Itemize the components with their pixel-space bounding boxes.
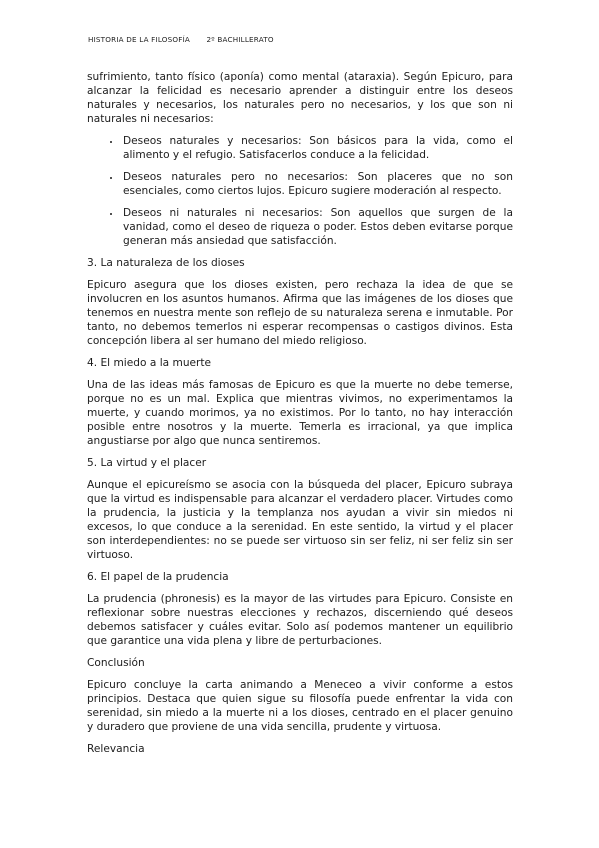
section-body-conclusion: Epicuro concluye la carta animando a Meneceo a vivir conforme a estos principios. Destaca que quien sigue su filosofía puede enfrentar la vida con serenidad, sin miedo a la muerte ni a los dioses, centrado en el placer genuino y duradero que proviene de una vida sencilla, prudente y virtuosa. <box>87 679 513 733</box>
section-body-prudence: La prudencia (phronesis) es la mayor de las virtudes para Epicuro. Consiste en reflexionar sobre nuestras elecciones y rechazos, discerniendo qué deseos debemos satisfacer y cuáles evitar. Solo así podemos mantener un equilibrio que garantice una vida plena y libre de perturbaciones. <box>87 593 513 647</box>
section-body-death: Una de las ideas más famosas de Epicuro es que la muerte no debe temerse, porque no es un mal. Explica que mientras vivimos, no experimentamos la muerte, y cuando morimos, ya no existimos. Por lo tanto, no hay interacción posible entre nosotros y la muerte. Temerla es irracional, ya que implica angustiarse por algo que nunca sentiremos. <box>87 379 513 447</box>
document-body <box>87 70 513 764</box>
list-item: • Deseos naturales pero no necesarios: Son placeres que no son esenciales, como ciertos lujos. Epicuro sugiere moderación al respecto. <box>121 170 513 198</box>
section-heading-virtue: 5. La virtud y el placer <box>87 457 207 469</box>
section-heading-gods: 3. La naturaleza de los dioses <box>87 257 245 269</box>
header-subject: HISTORIA DE LA FILOSOFÍA <box>88 35 191 44</box>
desires-list <box>87 134 513 248</box>
section-heading-relevance: Relevancia <box>87 743 145 755</box>
section-heading-conclusion: Conclusión <box>87 657 145 669</box>
page-header <box>88 35 274 44</box>
section-body-gods: Epicuro asegura que los dioses existen, pero rechaza la idea de que se involucren en los asuntos humanos. Afirma que las imágenes de los dioses que tenemos en nuestra mente son reflejo de su naturaleza serena e inmutable. Por tanto, no debemos temerlos ni esperar recompensas o castigos divinos. Esta concepción libera al ser humano del miedo religioso. <box>87 279 513 347</box>
section-heading-prudence: 6. El papel de la prudencia <box>87 571 229 583</box>
intro-paragraph: sufrimiento, tanto físico (aponía) como mental (ataraxia). Según Epicuro, para alcanzar la felicidad es necesario aprender a distinguir entre los deseos naturales y necesarios, los naturales pero no necesarios, y los que son ni naturales ni necesarios: <box>87 71 513 125</box>
section-body-virtue: Aunque el epicureísmo se asocia con la búsqueda del placer, Epicuro subraya que la virtud es indispensable para alcanzar el verdadero placer. Virtudes como la prudencia, la justicia y la templanza nos ayudan a vivir sin miedos ni excesos, lo que conduce a la serenidad. En este sentido, la virtud y el placer son interdependientes: no se puede ser virtuoso sin ser feliz, ni ser feliz sin ser virtuoso. <box>87 479 513 561</box>
header-course: 2º BACHILLERATO <box>206 35 274 44</box>
list-item: • Deseos ni naturales ni necesarios: Son aquellos que surgen de la vanidad, como el deseo de riqueza o poder. Estos deben evitarse porque generan más ansiedad que satisfacción. <box>121 206 513 248</box>
section-heading-death: 4. El miedo a la muerte <box>87 357 212 369</box>
list-item: • Deseos naturales y necesarios: Son básicos para la vida, como el alimento y el refugio. Satisfacerlos conduce a la felicidad. <box>121 134 513 162</box>
